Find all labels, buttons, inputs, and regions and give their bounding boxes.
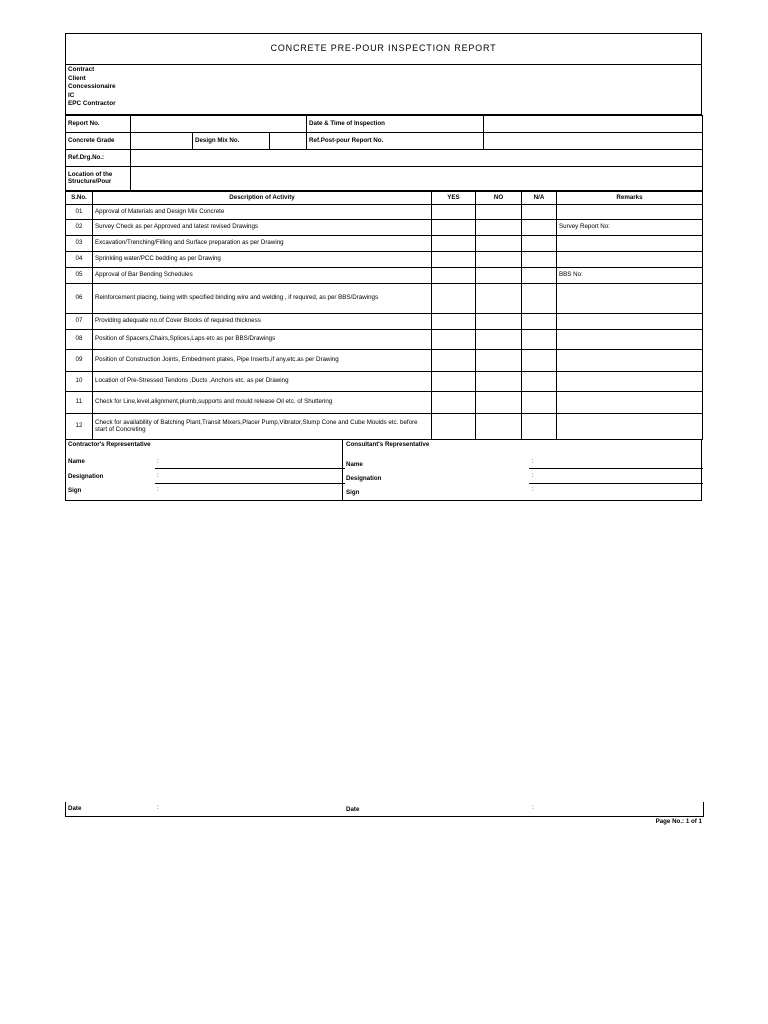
activity-row [66,372,703,392]
activity-row [66,350,703,372]
activity-no-cell[interactable] [476,414,522,440]
ref-drg-field[interactable] [131,150,703,167]
activity-yes-cell[interactable] [432,414,476,440]
contractor-name-label: Name [68,458,85,465]
inspection-form [65,33,702,501]
activity-yes-cell[interactable] [432,314,476,330]
activity-row [66,205,703,220]
contractor-designation-field[interactable] [155,483,345,484]
activity-description: Sprinkling water/PCC bedding as per Drawing [93,252,432,268]
activity-remarks[interactable] [557,314,703,330]
activity-remarks[interactable] [557,330,703,350]
activity-row [66,220,703,236]
activity-description: Check for Line,level,alignment,plumb,supports and mould release Oil etc. of Shuttering [93,392,432,414]
activity-na-cell[interactable] [522,372,557,392]
party-client: Client [68,74,86,82]
activity-no-cell[interactable] [476,392,522,414]
consultant-designation-field[interactable] [529,483,703,484]
activity-description: Approval of Materials and Design Mix Concrete [93,205,432,220]
concrete-grade-field[interactable] [131,133,193,150]
activity-row [66,252,703,268]
design-mix-field[interactable] [270,133,307,150]
consultant-name-colon: : [532,458,534,465]
consultant-rep-header: Consultant's Representative [346,441,430,448]
activity-description: Position of Construction Joints, Embedment plates, Pipe Inserts,if any,etc.as per Drawing [93,350,432,372]
activity-sno: 05 [66,268,93,284]
design-mix-label: Design Mix No. [193,133,270,150]
party-epc-contractor: EPC Contractor [68,100,116,108]
header-remarks: Remarks [557,192,703,205]
contractor-date-colon: : [157,804,159,811]
activity-yes-cell[interactable] [432,330,476,350]
activity-yes-cell[interactable] [432,205,476,220]
activity-sno: 08 [66,330,93,350]
activity-no-cell[interactable] [476,220,522,236]
activity-na-cell[interactable] [522,236,557,252]
header-description: Description of Activity [93,192,432,205]
activity-no-cell[interactable] [476,350,522,372]
page-number: Page No.: 1 of 1 [655,818,702,825]
consultant-name-label: Name [346,461,363,468]
activity-na-cell[interactable] [522,392,557,414]
activity-yes-cell[interactable] [432,350,476,372]
activity-description: Excavation/Trenching/Filling and Surface preparation as per Drawing [93,236,432,252]
party-concessionaire: Concessionaire [68,83,116,91]
activity-na-cell[interactable] [522,330,557,350]
consultant-date-label: Date [346,806,360,813]
activity-sno: 12 [66,414,93,440]
activity-na-cell[interactable] [522,220,557,236]
activity-remarks[interactable] [557,284,703,314]
activity-row [66,314,703,330]
ref-drg-label: Ref.Drg.No.: [66,150,131,167]
activity-description: Reinforcement placing, tieing with specified binding wire and welding , if required, as per BBS/Drawings [93,284,432,314]
activity-no-cell[interactable] [476,372,522,392]
activity-sno: 01 [66,205,93,220]
activity-yes-cell[interactable] [432,392,476,414]
signature-divider [342,440,343,500]
activity-no-cell[interactable] [476,330,522,350]
date-footer [65,802,704,817]
activity-remarks[interactable] [557,236,703,252]
contractor-name-colon: : [157,458,159,465]
header-sno: S.No. [66,192,93,205]
activity-description: Survey Check as per Approved and latest revised Drawings [93,220,432,236]
activity-yes-cell[interactable] [432,268,476,284]
activity-remarks[interactable]: Survey Report No: [557,220,703,236]
activity-table [65,191,703,440]
activity-row [66,330,703,350]
report-title: CONCRETE PRE-POUR INSPECTION REPORT [65,33,702,65]
activity-remarks[interactable] [557,392,703,414]
contractor-sign-label: Sign [68,487,82,494]
activity-no-cell[interactable] [476,314,522,330]
contractor-name-field[interactable] [155,468,345,469]
location-field[interactable] [131,167,703,191]
activity-sno: 02 [66,220,93,236]
consultant-designation-label: Designation [346,475,382,482]
activity-sno: 10 [66,372,93,392]
activity-description: Check for availability of Batching Plant,Transit Mixers,Placer Pump,Vibrator,Slump Cone and Cube Moulds etc. before start of Concreting [93,414,432,440]
contractor-designation-colon: : [157,472,159,479]
activity-row [66,392,703,414]
activity-sno: 03 [66,236,93,252]
activity-na-cell[interactable] [522,284,557,314]
activity-description: Location of Pre-Stressed Tendons ,Ducts ,Anchors etc. as per Drawing [93,372,432,392]
activity-no-cell[interactable] [476,268,522,284]
activity-row [66,236,703,252]
activity-description: Providing adequate no.of Cover Blocks of required thickness [93,314,432,330]
activity-description: Approval of Bar Bending Schedules [93,268,432,284]
activity-sno: 04 [66,252,93,268]
activity-remarks[interactable] [557,350,703,372]
activity-yes-cell[interactable] [432,284,476,314]
activity-yes-cell[interactable] [432,220,476,236]
report-no-label: Report No. [66,116,131,133]
activity-yes-cell[interactable] [432,252,476,268]
activity-sno: 09 [66,350,93,372]
report-no-field[interactable] [131,116,307,133]
location-label: Location of the Structure/Pour [66,167,131,191]
activity-na-cell[interactable] [522,314,557,330]
activity-no-cell[interactable] [476,252,522,268]
date-time-label: Date & Time of Inspection [307,116,484,133]
activity-row [66,414,703,440]
report-meta-table [65,115,703,191]
signature-block [65,440,702,501]
ref-post-pour-field[interactable] [484,133,703,150]
contractor-designation-label: Designation [68,473,104,480]
activity-yes-cell[interactable] [432,372,476,392]
activity-remarks[interactable]: BBS No: [557,268,703,284]
activity-no-cell[interactable] [476,205,522,220]
party-ic: IC [68,91,75,99]
activity-na-cell[interactable] [522,252,557,268]
activity-no-cell[interactable] [476,284,522,314]
activity-row [66,268,703,284]
activity-remarks[interactable] [557,372,703,392]
header-na: N/A [522,192,557,205]
activity-description: Position of Spacers,Chairs,Splices,Laps etc as per BBS/Drawings [93,330,432,350]
activity-na-cell[interactable] [522,350,557,372]
activity-yes-cell[interactable] [432,236,476,252]
contractor-sign-colon: : [157,486,159,493]
consultant-sign-label: Sign [346,489,360,496]
party-contract: Contract [68,66,95,73]
activity-na-cell[interactable] [522,205,557,220]
parties-block [65,65,702,115]
activity-remarks[interactable] [557,414,703,440]
consultant-name-field[interactable] [529,468,703,469]
activity-sno: 11 [66,392,93,414]
date-time-field[interactable] [484,116,703,133]
activity-remarks[interactable] [557,252,703,268]
header-yes: YES [432,192,476,205]
activity-na-cell[interactable] [522,268,557,284]
consultant-sign-colon: : [532,486,534,493]
activity-na-cell[interactable] [522,414,557,440]
contractor-date-label: Date [68,805,82,812]
activity-row [66,284,703,314]
contractor-rep-header: Contractor's Representative [68,441,151,448]
consultant-designation-colon: : [532,472,534,479]
consultant-date-colon: : [532,804,534,811]
ref-post-pour-label: Ref.Post-pour Report No. [307,133,484,150]
activity-sno: 07 [66,314,93,330]
concrete-grade-label: Concrete Grade [66,133,131,150]
activity-sno: 06 [66,284,93,314]
header-no: NO [476,192,522,205]
activity-remarks[interactable] [557,205,703,220]
activity-no-cell[interactable] [476,236,522,252]
